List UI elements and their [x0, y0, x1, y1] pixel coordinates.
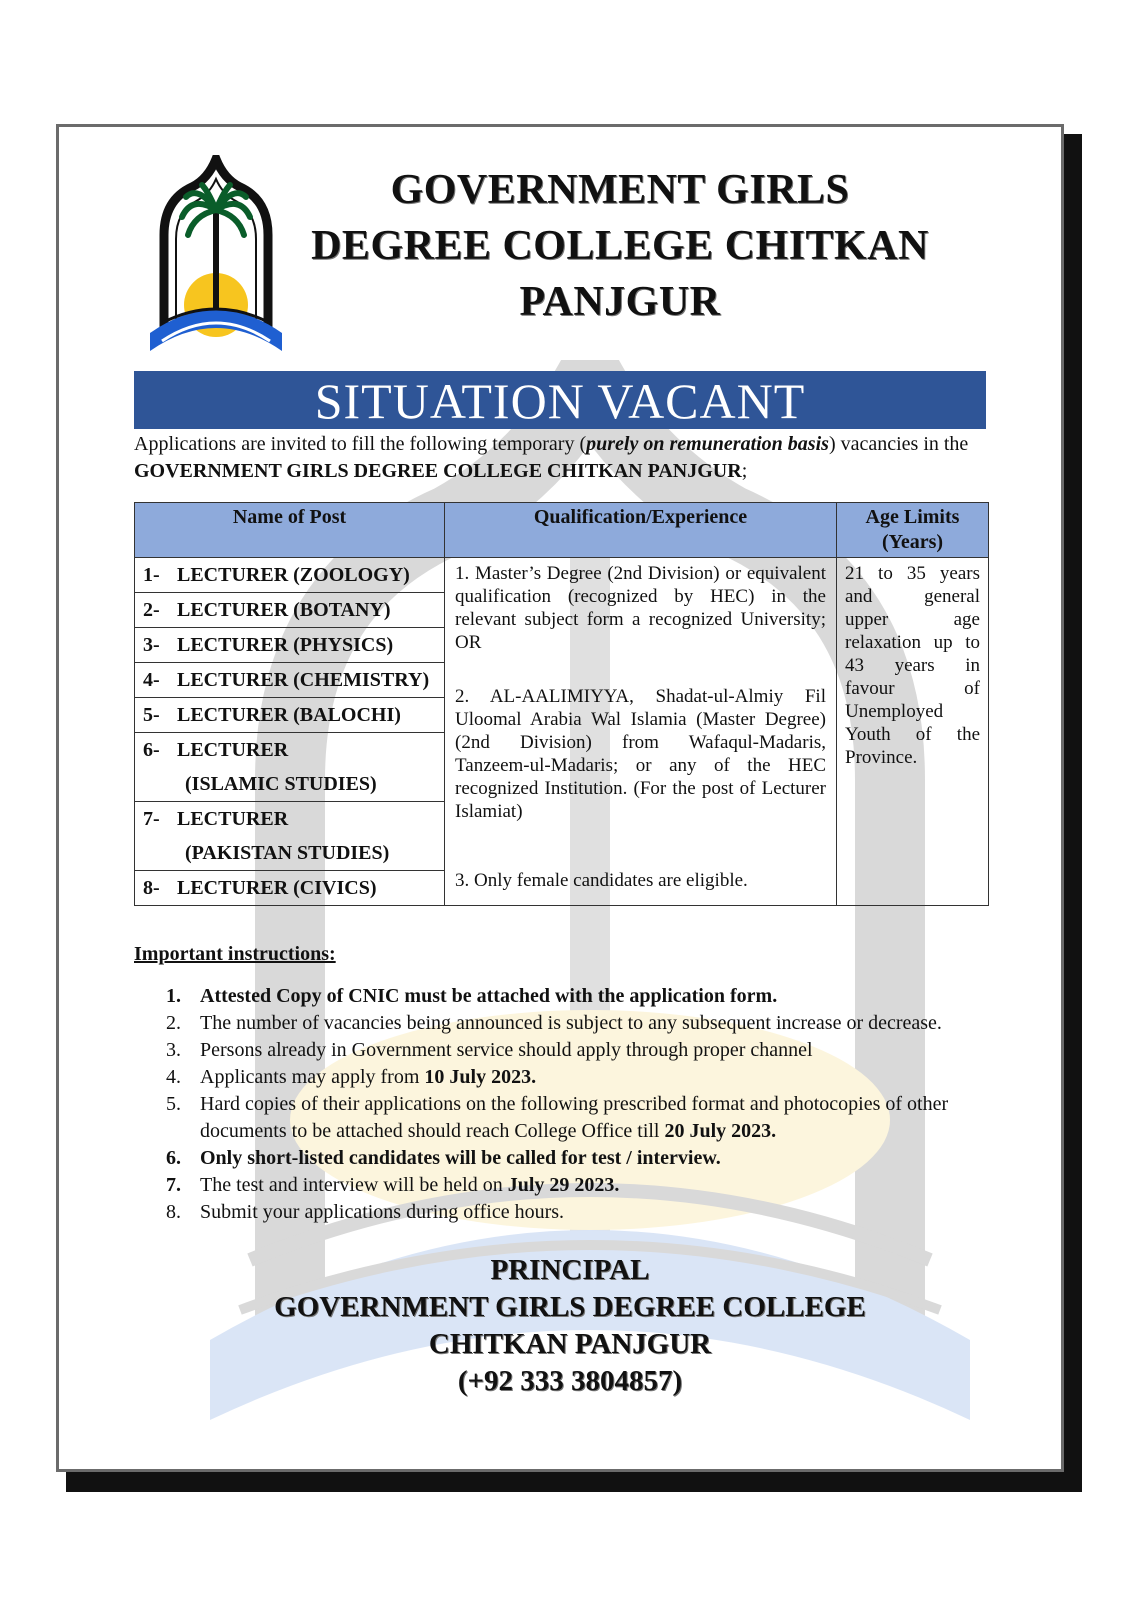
instruction-item	[166, 1172, 986, 1199]
post-title: LECTURER	[177, 739, 289, 761]
instruction-item	[166, 1199, 986, 1226]
qualification-cell	[445, 558, 837, 906]
instructions-title: Important instructions:	[134, 943, 336, 965]
header-name-of-post: Name of Post	[135, 503, 445, 558]
instruction-item	[166, 1037, 986, 1064]
post-item	[135, 871, 444, 905]
table-body-row	[135, 558, 989, 906]
signature-title: PRINCIPAL	[490, 1254, 650, 1286]
post-title: LECTURER (PHYSICS)	[177, 634, 394, 656]
post-number: 7-	[143, 808, 160, 830]
instruction-text: Hard copies of their applications on the following prescribed format and photocopies of other documents to be attached should reach College Office till	[200, 1093, 949, 1142]
instructions-list	[166, 983, 986, 1226]
post-title-continued: (PAKISTAN STUDIES)	[185, 842, 390, 864]
post-title: LECTURER (CIVICS)	[177, 877, 377, 899]
post-item	[135, 593, 444, 628]
post-number: 2-	[143, 599, 160, 621]
post-title: LECTURER (BALOCHI)	[177, 704, 401, 726]
intro-college-name: GOVERNMENT GIRLS DEGREE COLLEGE CHITKAN PANJGUR	[134, 460, 742, 482]
instruction-item	[166, 1091, 986, 1145]
header-qualification: Qualification/Experience	[445, 503, 837, 558]
instruction-number: 2.	[166, 1012, 181, 1034]
intro-text-2: ) vacancies in the	[828, 433, 969, 455]
signature-college: GOVERNMENT GIRLS DEGREE COLLEGE	[274, 1291, 866, 1323]
qualification-item: 3. Only female candidates are eligible.	[455, 870, 748, 891]
intro-text-1: Applications are invited to fill the following temporary (	[134, 433, 587, 455]
instruction-number: 6.	[166, 1147, 181, 1169]
signature-block	[190, 1252, 950, 1400]
post-title: LECTURER (BOTANY)	[177, 599, 391, 621]
instruction-item	[166, 983, 986, 1010]
college-logo-icon	[142, 155, 290, 360]
instruction-number: 4.	[166, 1066, 181, 1088]
post-item	[135, 558, 444, 593]
post-number: 1-	[143, 564, 160, 586]
age-limit-cell: 21 to 35 years and general upper age relaxation up to 43 years in favour of Unemployed Youth of the Province.	[837, 558, 989, 906]
instruction-text: Persons already in Government service should apply through proper channel	[200, 1039, 813, 1061]
instruction-text: Applicants may apply from	[200, 1066, 425, 1088]
signature-location: CHITKAN PANJGUR	[428, 1328, 712, 1360]
post-item	[135, 698, 444, 733]
instruction-number: 3.	[166, 1039, 181, 1061]
instruction-date: 20 July 2023.	[664, 1120, 777, 1142]
situation-vacant-banner: SITUATION VACANT	[134, 371, 986, 429]
post-item	[135, 733, 444, 802]
post-list	[135, 558, 444, 905]
post-title-continued: (ISLAMIC STUDIES)	[185, 773, 377, 795]
college-name-line-1: GOVERNMENT GIRLS	[390, 167, 850, 213]
instruction-text: Only short-listed candidates will be called for test / interview.	[200, 1147, 721, 1169]
post-number: 8-	[143, 877, 160, 899]
header-age-line-1: Age Limits	[865, 506, 960, 528]
intro-text-3: ;	[741, 460, 748, 482]
instruction-date: July 29 2023.	[507, 1174, 620, 1196]
posts-cell	[135, 558, 445, 906]
qualification-item: 2. AL-AALIMIYYA, Shadat-ul-Almiy Fil Uloomal Arabia Wal Islamia (Master Degree) (2nd Division) from Wafaqul-Madaris, Tanzeem-ul-Madaris; or any of the HEC recognized Institution. (For the post of Lecturer Islamiat)	[455, 686, 826, 822]
instruction-text: Attested Copy of CNIC must be attached with the application form.	[200, 985, 778, 1007]
instruction-number: 5.	[166, 1093, 181, 1115]
header-age-line-2: (Years)	[881, 531, 944, 553]
post-item	[135, 628, 444, 663]
instruction-number: 1.	[166, 985, 181, 1007]
header-age-limits	[837, 503, 989, 558]
instruction-text: Submit your applications during office hours.	[200, 1201, 565, 1223]
post-item	[135, 802, 444, 871]
intro-emphasis: purely on remuneration basis	[586, 433, 829, 455]
intro-paragraph	[134, 431, 994, 485]
post-number: 5-	[143, 704, 160, 726]
college-name-heading	[300, 162, 940, 330]
qualification-item: 1. Master’s Degree (2nd Division) or equivalent qualification (recognized by HEC) in the relevant subject form a recognized University; OR	[455, 563, 826, 653]
instruction-item	[166, 1010, 986, 1037]
signature-phone: (+92 333 3804857)	[457, 1365, 683, 1397]
instruction-date: 10 July 2023.	[424, 1066, 537, 1088]
college-name-line-2: DEGREE COLLEGE CHITKAN	[311, 223, 929, 269]
instruction-number: 7.	[166, 1174, 181, 1196]
instruction-text: The test and interview will be held on	[200, 1174, 508, 1196]
vacancies-table	[134, 502, 989, 906]
instruction-item	[166, 1064, 986, 1091]
post-number: 3-	[143, 634, 160, 656]
table-header-row	[135, 503, 989, 558]
instruction-item	[166, 1145, 986, 1172]
post-title: LECTURER (CHEMISTRY)	[177, 669, 430, 691]
post-number: 6-	[143, 739, 160, 761]
college-name-line-3: PANJGUR	[519, 279, 721, 325]
instruction-text: The number of vacancies being announced is subject to any subsequent increase or decrease.	[200, 1012, 942, 1034]
post-number: 4-	[143, 669, 160, 691]
post-item	[135, 663, 444, 698]
instruction-number: 8.	[166, 1201, 181, 1223]
post-title: LECTURER (ZOOLOGY)	[177, 564, 410, 586]
post-title: LECTURER	[177, 808, 289, 830]
